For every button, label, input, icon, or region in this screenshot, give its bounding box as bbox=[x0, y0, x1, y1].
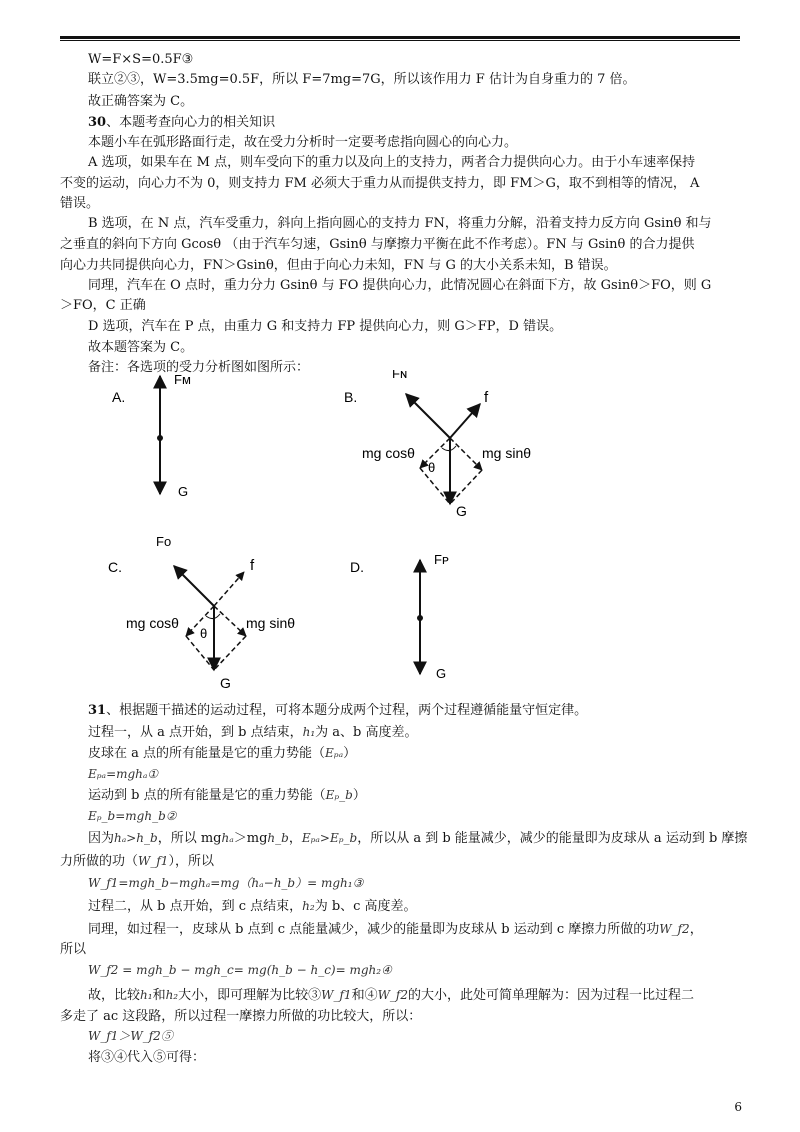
point bbox=[417, 615, 423, 621]
text-line: W=F×S=0.5F③ bbox=[88, 52, 194, 67]
text-line: 本题小车在弧形路面行走，故在受力分析时一定要考虑指向圆心的向心力。 bbox=[88, 135, 518, 150]
math: h₂ bbox=[165, 988, 179, 1002]
math: Eₚ_b=mgh_b② bbox=[88, 809, 177, 823]
component-label: mg cosθ bbox=[362, 445, 415, 461]
text-line: A 选项，如果车在 M 点，则车受向下的重力以及向上的支持力，两者合力提供向心力。由于小车速率保持 bbox=[88, 155, 696, 170]
force-label: f bbox=[250, 557, 255, 574]
formula-line bbox=[88, 961, 740, 980]
math: W_f2 bbox=[659, 922, 690, 936]
text: 运动到 b 点的所有能量是它的重力势能（ bbox=[88, 788, 326, 803]
text: 大小，即可理解为比较③ bbox=[178, 988, 322, 1003]
diagram-d bbox=[350, 552, 449, 681]
diagram-a bbox=[112, 372, 191, 499]
text: 和④ bbox=[351, 988, 378, 1003]
math: Eₚₐ bbox=[325, 746, 344, 760]
option-label: B. bbox=[344, 389, 358, 405]
text: 为 b、c 高度差。 bbox=[314, 899, 417, 914]
question-31-heading bbox=[88, 701, 740, 720]
text-line: 多走了 ac 这段路，所以过程一摩擦力所做的功比较大，所以： bbox=[60, 1009, 422, 1024]
text: 同理，如过程一，皮球从 b 点到 c 点能量减少，减少的能量即为皮球从 b 运动到 c 摩擦力所做的功 bbox=[88, 922, 660, 937]
mg-sin-component bbox=[450, 438, 482, 470]
formula-line bbox=[88, 1027, 740, 1046]
text: ） bbox=[352, 788, 366, 803]
point bbox=[157, 435, 163, 441]
math: hₐ>h_b bbox=[114, 831, 158, 845]
force-label: Fo bbox=[156, 534, 172, 549]
component-label: mg sinθ bbox=[246, 615, 296, 631]
force-diagrams bbox=[90, 370, 730, 690]
force-label: f bbox=[484, 389, 489, 406]
math: hₐ bbox=[221, 831, 234, 845]
option-label: A. bbox=[112, 389, 126, 405]
text-line: 所以 bbox=[60, 942, 87, 957]
math: W_f1 bbox=[138, 854, 169, 868]
mg-sin-component bbox=[214, 606, 246, 636]
dashed-line bbox=[450, 470, 482, 504]
text: 故，比较 bbox=[88, 988, 141, 1003]
text: ＞mg bbox=[233, 831, 268, 846]
force-label: Fɴ bbox=[392, 370, 408, 381]
formula-line bbox=[88, 807, 740, 826]
force-label: Fм bbox=[174, 372, 191, 387]
text: 过程一，从 a 点开始，到 b 点结束， bbox=[88, 725, 303, 740]
text-line: 同理，如过程一，皮球从 b 点到 c 点能量减少，减少的能量即为皮球从 b 运动到 c 摩擦力所做的功W_f2， bbox=[88, 922, 703, 937]
question-30-heading bbox=[88, 113, 740, 132]
math: h₁ bbox=[302, 725, 316, 739]
text: 皮球在 a 点的所有能量是它的重力势能（ bbox=[88, 746, 326, 761]
text-line: B 选项，在 N 点，汽车受重力，斜向上指向圆心的支持力 FN，将重力分解，沿着支持力反方向 Gsinθ 和与 bbox=[88, 216, 712, 231]
formula-line bbox=[88, 874, 740, 893]
text-line bbox=[88, 986, 740, 1005]
math: Eₚₐ=mghₐ① bbox=[88, 767, 159, 781]
dashed-line bbox=[214, 636, 246, 670]
text-line: 因为hₐ>h_b，所以 mghₐ＞mgh_b，Eₚₐ>Eₚ_b，所以从 a 到 b 能量减少，减少的能量即为皮球从 a 运动到 b 摩擦 bbox=[88, 831, 748, 846]
text-line: 向心力共同提供向心力，FN＞Gsinθ，但由于向心力未知，FN 与 G 的大小关系未知，B 错误。 bbox=[60, 258, 617, 273]
math: W_f2 bbox=[377, 988, 408, 1002]
question-number: 31 bbox=[88, 703, 107, 718]
text: 过程二，从 b 点开始，到 c 点结束， bbox=[88, 899, 303, 914]
text-line bbox=[60, 852, 740, 871]
force-label: G bbox=[456, 503, 467, 519]
math: W_f2 = mgh_b − mgh_c= mg(h_b − h_c)= mgh₂④ bbox=[88, 963, 392, 977]
dashed-line bbox=[186, 636, 214, 670]
text: ），所以 bbox=[168, 854, 214, 869]
normal-force-arrow bbox=[406, 394, 450, 438]
page-number: 6 bbox=[734, 1100, 742, 1114]
text: 和 bbox=[152, 988, 166, 1003]
force-label: Fᴘ bbox=[434, 552, 449, 567]
option-label: D. bbox=[350, 559, 364, 575]
text-line: 故本题答案为 C。 bbox=[88, 340, 194, 355]
text-line: 将③④代入⑤可得： bbox=[88, 1050, 206, 1065]
text-line: 备注：各选项的受力分析图如图所示： bbox=[88, 360, 310, 375]
math: h₂ bbox=[302, 899, 315, 913]
text: ，所以从 a 到 b 能量减少，减少的能量即为皮球从 a 运动到 b 摩擦 bbox=[357, 831, 748, 846]
text-line bbox=[88, 723, 740, 742]
text-line: D 选项，汽车在 P 点，由重力 G 和支持力 FP 提供向心力，则 G＞FP，D 错误。 bbox=[88, 319, 563, 334]
math: W_f1＞W_f2⑤ bbox=[88, 1029, 173, 1043]
diagram-c bbox=[108, 534, 295, 690]
math: h₁ bbox=[140, 988, 153, 1002]
heading-text: 、根据题干描述的运动过程，可将本题分成两个过程，两个过程遵循能量守恒定律。 bbox=[106, 703, 588, 718]
text-line: 同理，汽车在 O 点时，重力分力 Gsinθ 与 FO 提供向心力，此情况圆心在斜面下方，故 Gsinθ＞FO，则 G bbox=[88, 278, 712, 293]
heading-text: 、本题考查向心力的相关知识 bbox=[106, 115, 276, 130]
text: ） bbox=[343, 746, 357, 761]
option-label: C. bbox=[108, 559, 122, 575]
support-force-arrow bbox=[174, 566, 214, 606]
text-line: ＞FO，C 正确 bbox=[60, 298, 146, 313]
friction-arrow bbox=[214, 572, 244, 606]
math: W_f1=mgh_b−mghₐ=mg（hₐ−h_b）= mgh₁③ bbox=[88, 876, 364, 890]
text-line: 联立②③，W=3.5mg=0.5F，所以 F=7mg=7G，所以该作用力 F 估计为自身重力的 7 倍。 bbox=[88, 72, 636, 87]
math: Eₚ_b bbox=[325, 788, 353, 802]
angle-label: θ bbox=[200, 626, 208, 641]
text: 力所做的功（ bbox=[60, 854, 139, 869]
component-label: mg cosθ bbox=[126, 615, 179, 631]
text-line: 之垂直的斜向下方向 Gcosθ （由于汽车匀速，Gsinθ 与摩擦力平衡在此不作考虑）。FN 与 Gsinθ 的合力提供 bbox=[60, 237, 695, 252]
header-rule bbox=[60, 36, 740, 39]
text: ，所以 mg bbox=[157, 831, 222, 846]
text-line bbox=[88, 897, 740, 916]
component-label: mg sinθ bbox=[482, 445, 532, 461]
text-line: 不变的运动，向心力不为 0，则支持力 FM 必须大于重力从而提供支持力，即 FM＞G，取不到相等的情况， A bbox=[60, 176, 700, 191]
force-label: G bbox=[178, 484, 189, 499]
force-label: G bbox=[436, 666, 447, 681]
text: 为 a、b 高度差。 bbox=[315, 725, 418, 740]
text-line bbox=[88, 786, 740, 805]
text: 因为 bbox=[88, 831, 115, 846]
math: Eₚₐ>Eₚ_b bbox=[301, 831, 358, 845]
math: W_f1 bbox=[321, 988, 352, 1002]
text-line: 错误。 bbox=[60, 196, 100, 211]
text-line: 故正确答案为 C。 bbox=[88, 94, 194, 109]
question-number: 30 bbox=[88, 115, 107, 130]
math: h_b bbox=[267, 831, 289, 845]
text-line bbox=[88, 744, 740, 763]
friction-arrow bbox=[450, 404, 480, 438]
text: 的大小，此处可简单理解为：因为过程一比过程二 bbox=[408, 988, 695, 1003]
force-label: G bbox=[220, 675, 231, 690]
angle-label: θ bbox=[428, 460, 436, 475]
header-rule-thin bbox=[60, 40, 740, 41]
diagram-b bbox=[344, 370, 531, 519]
formula-line bbox=[88, 765, 740, 784]
